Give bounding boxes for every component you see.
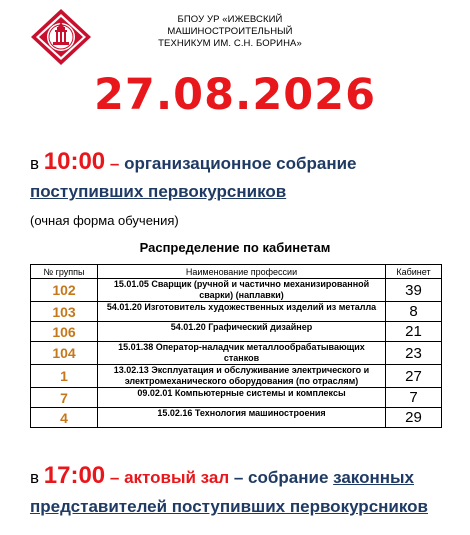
page-header — [30, 8, 360, 66]
event1-dash: – — [105, 154, 125, 173]
profession-name: 09.02.01 Компьютерные системы и комплексы — [98, 388, 386, 408]
group-number: 102 — [31, 279, 98, 302]
org-line-1: БПОУ УР «ИЖЕВСКИЙ — [177, 14, 283, 25]
group-number: 103 — [31, 302, 98, 322]
event1-title-part2: поступивших первокурсников — [30, 182, 287, 201]
event2-dash2: – — [229, 468, 249, 487]
group-number: 4 — [31, 408, 98, 428]
event2-dash1: – — [105, 468, 125, 487]
profession-name: 54.01.20 Изготовитель художественных изделий из металла — [98, 302, 386, 322]
table-row — [31, 302, 442, 322]
profession-name: 15.01.38 Оператор-наладчик металлообрабатывающих станков — [98, 342, 386, 365]
event-date: 27.08.2026 — [93, 70, 377, 120]
profession-name: 13.02.13 Эксплуатация и обслуживание электрического и электромеханического оборудования (по отраслям) — [98, 365, 386, 388]
org-line-2: МАШИНОСТРОИТЕЛЬНЫЙ — [167, 26, 293, 37]
event2-title-part2: представителей поступивших первокурсников — [30, 497, 428, 516]
cabinet-number: 7 — [386, 388, 442, 408]
group-number: 1 — [31, 365, 98, 388]
college-emblem-icon — [30, 8, 92, 66]
event1-prefix: в — [30, 154, 40, 173]
table-row — [31, 279, 442, 302]
event2-prefix: в — [30, 468, 40, 487]
event1-line2 — [30, 182, 286, 202]
cabinet-number: 23 — [386, 342, 442, 365]
header-group: № группы — [31, 265, 98, 279]
organization-name — [110, 14, 350, 50]
event2-place: актовый зал — [124, 468, 230, 487]
event1-note: (очная форма обучения) — [30, 213, 179, 228]
profession-name: 15.01.05 Сварщик (ручной и частично механизированной сварки) (наплавки) — [98, 279, 386, 302]
event2-time: 17:00 — [43, 462, 106, 489]
profession-name: 54.01.20 Графический дизайнер — [98, 322, 386, 342]
header-profession: Наименование профессии — [98, 265, 386, 279]
cabinet-number: 39 — [386, 279, 442, 302]
cabinet-number: 8 — [386, 302, 442, 322]
group-number: 104 — [31, 342, 98, 365]
cabinet-number: 27 — [386, 365, 442, 388]
cabinet-distribution-table — [30, 264, 442, 428]
group-number: 7 — [31, 388, 98, 408]
table-row — [31, 388, 442, 408]
profession-name: 15.02.16 Технология машиностроения — [98, 408, 386, 428]
table-row — [31, 408, 442, 428]
table-row — [31, 365, 442, 388]
table-title: Распределение по кабинетам — [139, 240, 331, 255]
group-number: 106 — [31, 322, 98, 342]
event2-title-part1: собрание — [248, 468, 334, 487]
event1-line1 — [30, 148, 357, 176]
org-line-3: ТЕХНИКУМ ИМ. С.Н. БОРИНА» — [158, 38, 302, 49]
event2-line1 — [30, 462, 414, 490]
event2-line2 — [30, 497, 428, 517]
table-header-row — [31, 265, 442, 279]
header-cabinet: Кабинет — [386, 265, 442, 279]
event1-time: 10:00 — [43, 148, 106, 175]
cabinet-number: 21 — [386, 322, 442, 342]
table-row — [31, 342, 442, 365]
table-row — [31, 322, 442, 342]
event2-title-underlined: законных — [333, 468, 414, 487]
event1-title-part1: организационное собрание — [124, 154, 357, 173]
cabinet-number: 29 — [386, 408, 442, 428]
